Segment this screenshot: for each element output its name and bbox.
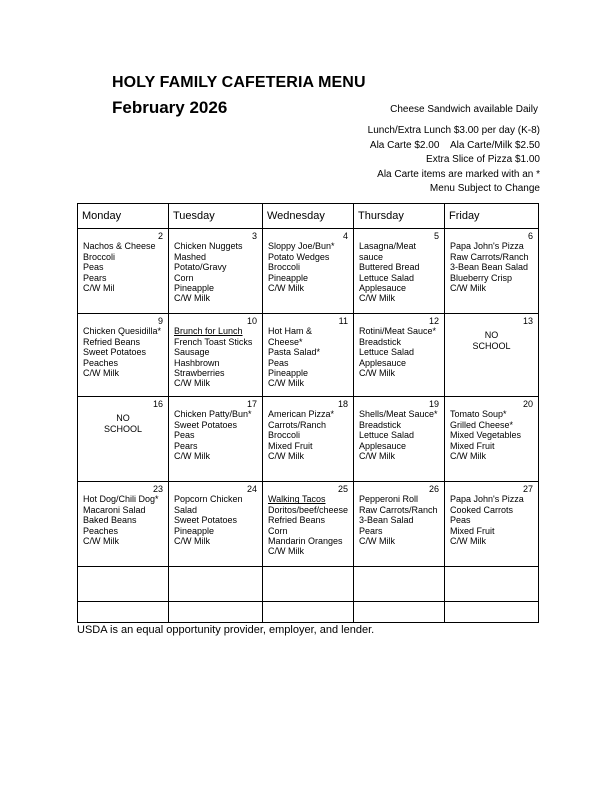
menu-item: C/W Milk <box>359 451 395 462</box>
week-row <box>78 397 539 482</box>
empty-cell <box>78 567 169 602</box>
menu-item: Macaroni Salad <box>83 504 146 515</box>
week-row <box>78 314 539 397</box>
menu-item: Broccoli <box>268 430 301 441</box>
info-line: Lunch/Extra Lunch $3.00 per day (K-8) <box>367 125 540 136</box>
no-school-note <box>83 409 163 434</box>
weekday-header-row <box>78 204 539 229</box>
menu-item: Peas <box>268 357 289 368</box>
menu-item: Pineapple <box>268 368 309 379</box>
menu-item: Buttered Bread <box>359 262 420 273</box>
no-school-line: NO <box>116 413 130 424</box>
day-cell <box>354 482 445 567</box>
menu-item: C/W Milk <box>174 378 210 389</box>
no-school-note <box>450 326 533 351</box>
menu-item: Potato/Gravy <box>174 262 227 273</box>
week-row <box>78 229 539 314</box>
menu-item: C/W Mil <box>83 283 115 294</box>
menu-item: Grilled Cheese* <box>450 419 514 430</box>
menu-item: C/W Milk <box>268 378 304 389</box>
menu-item: Sweet Potatoes <box>174 515 238 526</box>
menu-item: Shells/Meat Sauce* <box>359 409 438 420</box>
day-cell <box>445 482 539 567</box>
empty-row <box>78 567 539 602</box>
day-number: 5 <box>433 231 439 241</box>
day-cell <box>445 229 539 314</box>
day-number: 9 <box>157 316 163 326</box>
day-cell <box>78 397 169 482</box>
menu-item: Sausage <box>174 347 210 358</box>
empty-cell <box>445 602 539 623</box>
empty-cell <box>78 602 169 623</box>
day-number: 20 <box>522 399 533 409</box>
menu-item: C/W Milk <box>174 451 210 462</box>
menu-item: Sweet Potatoes <box>83 347 147 358</box>
day-number: 3 <box>251 231 257 241</box>
day-number: 6 <box>527 231 533 241</box>
day-number: 12 <box>428 316 439 326</box>
empty-cell <box>169 567 263 602</box>
menu-item: C/W Milk <box>359 368 395 379</box>
menu-item: Rotini/Meat Sauce* <box>359 326 437 337</box>
empty-cell <box>169 602 263 623</box>
day-cell <box>169 229 263 314</box>
pricing-info <box>368 124 540 197</box>
info-line: Extra Slice of Pizza $1.00 <box>426 154 540 165</box>
menu-item: Lettuce Salad <box>359 430 415 441</box>
no-school-line: NO <box>484 330 499 341</box>
empty-cell <box>263 602 354 623</box>
day-cell <box>169 314 263 397</box>
day-number: 23 <box>152 484 163 494</box>
menu-item: Tomato Soup* <box>450 409 507 420</box>
menu-item: Mixed Fruit <box>450 440 495 451</box>
menu-item: Pasta Salad* <box>268 347 321 358</box>
menu-item: Mixed Fruit <box>450 525 495 536</box>
menu-item: Pears <box>83 272 107 283</box>
day-cell <box>445 397 539 482</box>
day-number: 19 <box>428 399 439 409</box>
menu-item: Hashbrown <box>174 357 220 368</box>
menu-item: C/W Milk <box>268 283 304 294</box>
menu-item: Hot Ham & <box>268 326 313 337</box>
menu-item: Peaches <box>83 525 119 536</box>
weekday-header: Thursday <box>354 204 445 229</box>
week-row <box>78 482 539 567</box>
menu-item: Potato Wedges <box>268 251 330 262</box>
menu-item: Pears <box>359 525 383 536</box>
menu-item: C/W Milk <box>268 546 304 557</box>
menu-item: Mandarin Oranges <box>268 536 343 547</box>
day-number: 24 <box>246 484 257 494</box>
menu-item: Cooked Carrots <box>450 504 514 515</box>
menu-item: Raw Carrots/Ranch <box>450 251 529 262</box>
menu-item: Lettuce Salad <box>359 347 415 358</box>
menu-item: Breadstick <box>359 336 402 347</box>
weekday-header: Monday <box>78 204 169 229</box>
no-school-line: SCHOOL <box>103 423 142 434</box>
menu-item: Peas <box>83 262 104 273</box>
menu-item: Refried Beans <box>268 515 326 526</box>
empty-cell <box>354 567 445 602</box>
menu-item: Pepperoni Roll <box>359 494 419 505</box>
menu-item: 3-Bean Salad <box>359 515 414 526</box>
menu-title: HOLY FAMILY CAFETERIA MENU <box>112 74 366 91</box>
menu-item: Hot Dog/Chili Dog* <box>83 494 159 505</box>
menu-item: C/W Milk <box>268 451 304 462</box>
menu-item: Raw Carrots/Ranch <box>359 504 438 515</box>
menu-item: C/W Milk <box>83 368 119 379</box>
day-number: 27 <box>522 484 533 494</box>
menu-item: Applesauce <box>359 283 407 294</box>
menu-item: Broccoli <box>268 262 301 273</box>
menu-item: Pineapple <box>174 283 215 294</box>
menu-item: Mixed Vegetables <box>450 430 522 441</box>
day-cell <box>445 314 539 397</box>
weekday-header: Tuesday <box>169 204 263 229</box>
day-cell <box>263 482 354 567</box>
menu-item: Pineapple <box>268 272 309 283</box>
day-number: 13 <box>522 316 533 326</box>
menu-item: Corn <box>174 272 194 283</box>
day-cell <box>263 229 354 314</box>
day-number: 2 <box>157 231 163 241</box>
menu-item: Nachos & Cheese <box>83 241 156 252</box>
menu-item: Broccoli <box>83 251 116 262</box>
no-school-line: SCHOOL <box>472 340 511 351</box>
menu-item: Pears <box>174 440 198 451</box>
day-cell <box>169 397 263 482</box>
menu-item: Sweet Potatoes <box>174 419 238 430</box>
menu-item: C/W Milk <box>359 293 395 304</box>
menu-item: Walking Tacos <box>268 494 326 505</box>
menu-item: Papa John's Pizza <box>450 494 524 505</box>
day-cell <box>78 314 169 397</box>
menu-item: Popcorn Chicken <box>174 494 243 505</box>
menu-item: Breadstick <box>359 419 402 430</box>
info-line: Menu Subject to Change <box>429 183 540 194</box>
menu-item: Corn <box>268 525 288 536</box>
menu-item: Carrots/Ranch <box>268 419 327 430</box>
day-cell <box>169 482 263 567</box>
day-cell <box>354 314 445 397</box>
menu-item: Peas <box>174 430 195 441</box>
day-number: 4 <box>342 231 348 241</box>
day-cell <box>354 397 445 482</box>
menu-item: C/W Milk <box>359 536 395 547</box>
info-line: Ala Carte $2.00 Ala Carte/Milk $2.50 <box>369 139 540 151</box>
menu-item: Chicken Patty/Bun* <box>174 409 252 420</box>
menu-item: C/W Milk <box>450 283 486 294</box>
day-cell <box>78 482 169 567</box>
usda-statement: USDA is an equal opportunity provider, employer, and lender. <box>77 624 375 636</box>
menu-item: Mixed Fruit <box>268 440 313 451</box>
menu-item: French Toast Sticks <box>174 336 253 347</box>
menu-item: Applesauce <box>359 440 407 451</box>
menu-item: sauce <box>359 251 384 262</box>
menu-item: 3-Bean Bean Salad <box>450 262 529 273</box>
menu-item: Peas <box>450 515 471 526</box>
menu-item: Brunch for Lunch <box>174 326 243 337</box>
menu-item: Baked Beans <box>83 515 137 526</box>
menu-item: Lasagna/Meat <box>359 241 417 252</box>
menu-item: Lettuce Salad <box>359 272 415 283</box>
empty-row <box>78 602 539 623</box>
menu-item: C/W Milk <box>174 293 210 304</box>
menu-item: Peaches <box>83 357 119 368</box>
day-number: 10 <box>246 316 257 326</box>
menu-item: Cheese* <box>268 336 303 347</box>
menu-calendar <box>77 203 539 623</box>
day-cell <box>263 314 354 397</box>
weekday-header: Wednesday <box>263 204 354 229</box>
menu-item: C/W Milk <box>174 536 210 547</box>
empty-cell <box>445 567 539 602</box>
menu-item: Chicken Nuggets <box>174 241 243 252</box>
menu-item: Pineapple <box>174 525 215 536</box>
empty-cell <box>263 567 354 602</box>
menu-item: Chicken Quesidilla* <box>83 326 162 337</box>
day-cell <box>354 229 445 314</box>
day-number: 16 <box>152 399 163 409</box>
day-number: 26 <box>428 484 439 494</box>
menu-item: Strawberries <box>174 368 225 379</box>
info-line: Ala Carte items are marked with an * <box>377 168 540 180</box>
menu-item: Papa John's Pizza <box>450 241 524 252</box>
menu-item: Applesauce <box>359 357 407 368</box>
menu-item: Blueberry Crisp <box>450 272 513 283</box>
menu-item: Doritos/beef/cheese <box>268 504 349 515</box>
menu-item: C/W Milk <box>450 536 486 547</box>
weekday-header: Friday <box>445 204 539 229</box>
day-cell <box>78 229 169 314</box>
menu-item: Mashed <box>174 251 207 262</box>
menu-item: Sloppy Joe/Bun* <box>268 241 335 252</box>
day-number: 11 <box>338 316 348 326</box>
day-number: 25 <box>337 484 348 494</box>
menu-item: C/W Milk <box>83 536 119 547</box>
month-title: February 2026 <box>112 98 228 117</box>
day-number: 18 <box>337 399 348 409</box>
day-number: 17 <box>246 399 257 409</box>
menu-item: Salad <box>174 504 198 515</box>
menu-item: C/W Milk <box>450 451 486 462</box>
menu-item: Refried Beans <box>83 336 141 347</box>
menu-item: American Pizza* <box>268 409 335 420</box>
day-cell <box>263 397 354 482</box>
cheese-note: Cheese Sandwich available Daily <box>390 104 538 115</box>
empty-cell <box>354 602 445 623</box>
